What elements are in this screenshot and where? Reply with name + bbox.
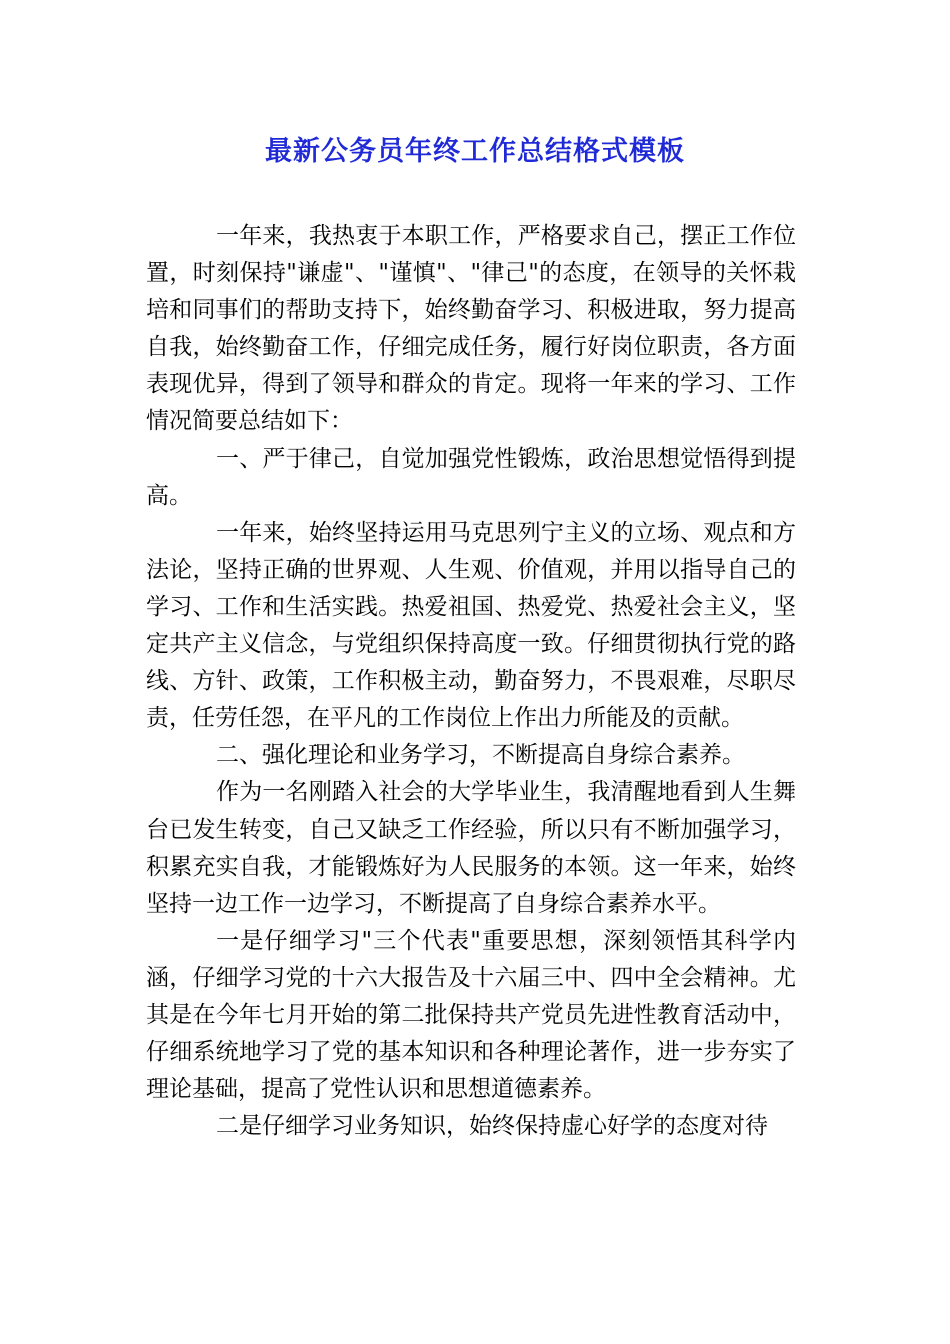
document-body	[146, 218, 796, 1145]
paragraph-section-2: 作为一名刚踏入社会的大学毕业生，我清醒地看到人生舞台已发生转变，自己又缺乏工作经验，所以只有不断加强学习，积累充实自我，才能锻炼好为人民服务的本领。这一年来，始终坚持一边工作一边学习，不断提高了自身综合素养水平。	[146, 779, 796, 917]
paragraph-study-point-1: 一是仔细学习"三个代表"重要思想，深刻领悟其科学内涵，仔细学习党的十六大报告及十六届三中、四中全会精神。尤其是在今年七月开始的第二批保持共产党员先进性教育活动中，仔细系统地学习了党的基本知识和各种理论著作，进一步夯实了理论基础，提高了党性认识和思想道德素养。	[146, 927, 796, 1103]
paragraph-intro: 一年来，我热衷于本职工作，严格要求自己，摆正工作位置，时刻保持"谦虚"、"谨慎"、"律己"的态度，在领导的关怀栽培和同事们的帮助支持下，始终勤奋学习、积极进取，努力提高自我，始终勤奋工作，仔细完成任务，履行好岗位职责，各方面表现优异，得到了领导和群众的肯定。现将一年来的学习、工作情况简要总结如下：	[146, 223, 796, 435]
paragraph-section-1: 一年来，始终坚持运用马克思列宁主义的立场、观点和方法论，坚持正确的世界观、人生观、价值观，并用以指导自己的学习、工作和生活实践。热爱祖国、热爱党、热爱社会主义，坚定共产主义信念，与党组织保持高度一致。仔细贯彻执行党的路线、方针、政策，工作积极主动，勤奋努力，不畏艰难，尽职尽责，任劳任怨，在平凡的工作岗位上作出力所能及的贡献。	[146, 519, 796, 732]
section-heading-1: 一、严于律己，自觉加强党性锻炼，政治思想觉悟得到提高。	[146, 445, 796, 509]
paragraph-study-point-2: 二是仔细学习业务知识，始终保持虚心好学的态度对待	[216, 1113, 768, 1140]
section-heading-2: 二、强化理论和业务学习，不断提高自身综合素养。	[216, 742, 745, 769]
document-title: 最新公务员年终工作总结格式模板	[265, 136, 685, 167]
